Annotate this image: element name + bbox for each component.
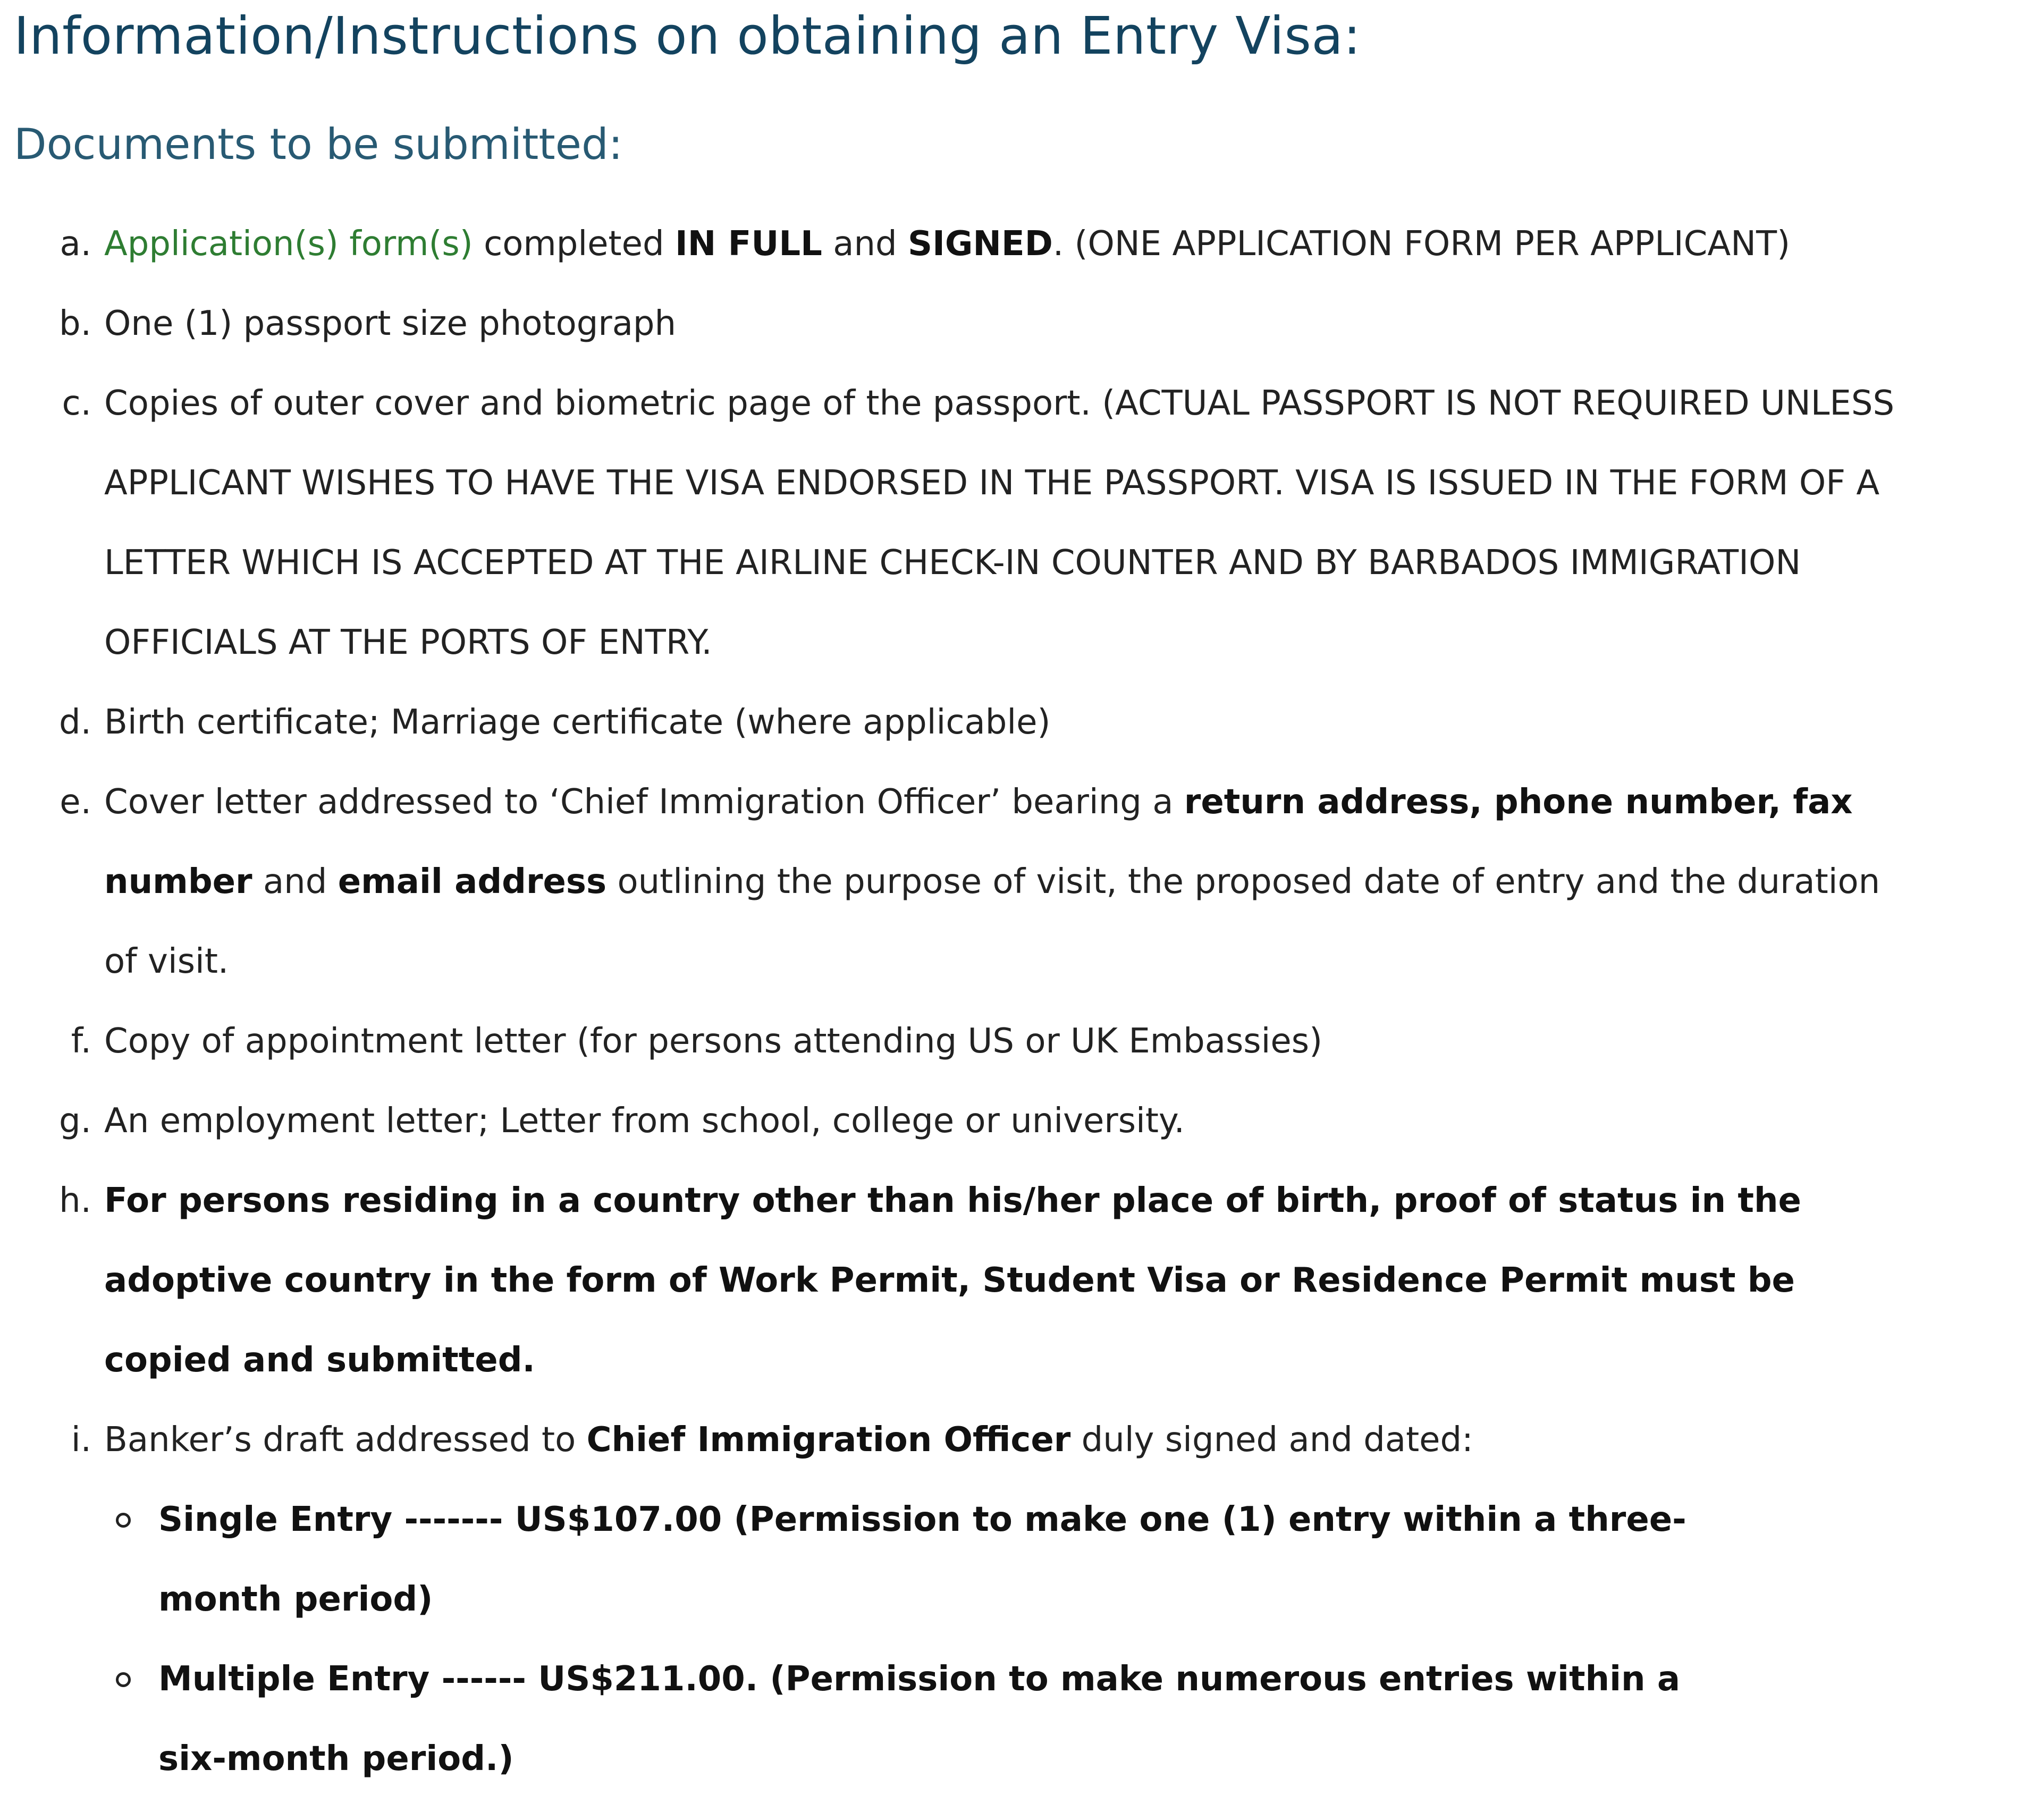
- fee-list: [0, 1480, 2020, 1799]
- list-item-c: [0, 364, 1922, 682]
- documents-list: [0, 204, 2020, 1799]
- application-form-link[interactable]: Application(s) form(s): [104, 224, 473, 264]
- page-title: Information/Instructions on obtaining an Entry Visa:: [14, 6, 1361, 66]
- circle-bullet-icon: [116, 1513, 131, 1528]
- list-item-e: [0, 762, 1922, 1001]
- list-marker: a.: [60, 224, 91, 264]
- item-text: Copy of appointment letter (for persons attending US or UK Embassies): [104, 1022, 1323, 1061]
- fee-item-multiple-entry: [0, 1639, 1753, 1799]
- list-marker: i.: [71, 1420, 91, 1460]
- list-marker: f.: [71, 1022, 91, 1061]
- item-text: One (1) passport size photograph: [104, 304, 677, 343]
- item-text: outlining the purpose of visit, the proposed date of entry and the duration of visit.: [104, 862, 1880, 981]
- list-marker: d.: [59, 703, 91, 742]
- fee-text: Single Entry ------- US$107.00 (Permission to make one (1) entry within a three-month period): [158, 1500, 1686, 1619]
- item-text: completed: [473, 224, 675, 264]
- list-marker: b.: [59, 304, 91, 343]
- list-marker: h.: [59, 1181, 91, 1220]
- item-text: Cover letter addressed to ‘Chief Immigration Officer’ bearing a: [104, 782, 1184, 822]
- item-text: Copies of outer cover and biometric page of the passport. (ACTUAL PASSPORT IS NOT REQUIRED UNLESS APPLICANT WISHES TO HAVE THE VISA ENDORSED IN THE PASSPORT. VISA IS ISSUED IN THE FORM OF A LETTER WHICH IS ACCEPTED AT THE AIRLINE CHECK-IN COUNTER AND BY BARBADOS IMMIGRATION OFFICIALS AT THE PORTS OF ENTRY.: [104, 384, 1895, 662]
- circle-bullet-icon: [116, 1672, 131, 1687]
- bold-text: return address, phone number, fax number: [104, 782, 1853, 901]
- list-item-f: [0, 1001, 1922, 1081]
- list-item-b: [0, 284, 1922, 364]
- bold-text: For persons residing in a country other than his/her place of birth, proof of status in the adoptive country in the form of Work Permit, Student Visa or Residence Permit must be copied and submitted.: [104, 1181, 1801, 1380]
- list-item-a: [0, 204, 1922, 284]
- fee-list-container: [0, 1480, 2020, 1799]
- item-text: Banker’s draft addressed to: [104, 1420, 587, 1460]
- bold-text: IN FULL: [674, 224, 822, 264]
- bold-text: Chief Immigration Officer: [586, 1420, 1071, 1460]
- list-item-h: [0, 1161, 1922, 1400]
- list-item-i: [0, 1400, 1922, 1480]
- item-text: Birth certificate; Marriage certificate (where applicable): [104, 703, 1051, 742]
- item-text: An employment letter; Letter from school, college or university.: [104, 1101, 1185, 1141]
- item-text: and: [252, 862, 338, 901]
- fee-item-single-entry: [0, 1480, 1753, 1639]
- item-text: duly signed and dated:: [1070, 1420, 1473, 1460]
- section-heading: Documents to be submitted:: [14, 120, 623, 169]
- item-text: . (ONE APPLICATION FORM PER APPLICANT): [1052, 224, 1791, 264]
- bold-text: email address: [338, 862, 607, 901]
- list-item-d: [0, 682, 1922, 762]
- fee-text: Multiple Entry ------ US$211.00. (Permission to make numerous entries within a six-month period.): [158, 1659, 1681, 1779]
- list-marker: e.: [60, 782, 91, 822]
- list-marker: g.: [59, 1101, 91, 1141]
- item-text: and: [822, 224, 908, 264]
- list-marker: c.: [62, 384, 91, 423]
- bold-text: SIGNED: [907, 224, 1053, 264]
- list-item-g: [0, 1081, 1922, 1161]
